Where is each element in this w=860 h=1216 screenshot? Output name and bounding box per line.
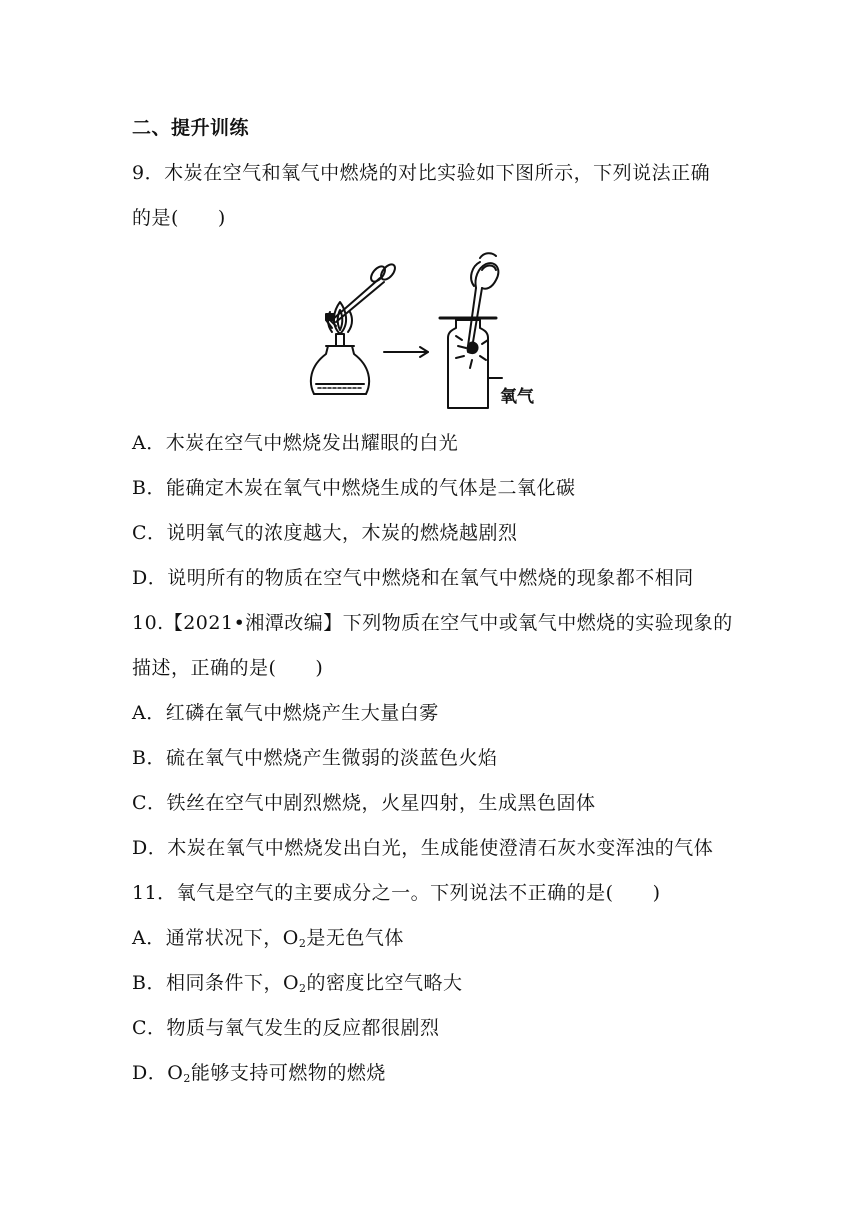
q11-option-b (132, 972, 463, 994)
q11-option-b-pre: B．相同条件下，O (132, 972, 300, 994)
q10-option-d: D．木炭在氧气中燃烧发出白光，生成能使澄清石灰水变浑浊的气体 (132, 837, 714, 859)
q9-option-c: C．说明氧气的浓度越大，木炭的燃烧越剧烈 (132, 522, 518, 544)
q11-option-d (132, 1062, 386, 1084)
alcohol-lamp (311, 302, 369, 394)
q11-option-a-post: 是无色气体 (306, 927, 404, 949)
q11-stem: 11．氧气是空气的主要成分之一。下列说法不正确的是( ) (132, 882, 661, 904)
q10-option-b: B．硫在氧气中燃烧产生微弱的淡蓝色火焰 (132, 747, 498, 769)
q11-option-d-pre: D．O (132, 1062, 184, 1084)
q9-option-b: B．能确定木炭在氧气中燃烧生成的气体是二氧化碳 (132, 477, 576, 499)
section-heading: 二、提升训练 (132, 117, 250, 139)
q10-stem-line1: 10.【2021•湘潭改编】下列物质在空气中或氧气中燃烧的实验现象的 (132, 612, 733, 634)
q9-option-a: A．木炭在空气中燃烧发出耀眼的白光 (132, 432, 459, 454)
q10-stem-line2: 描述，正确的是( ) (132, 657, 324, 679)
crucible-tongs-right (468, 253, 498, 348)
q11-option-b-sub: 2 (299, 982, 307, 995)
q11-option-a-sub: 2 (298, 937, 307, 950)
q11-option-d-post: 能够支持可燃物的燃烧 (190, 1062, 386, 1084)
q11-option-d-sub: 2 (183, 1072, 191, 1085)
q10-option-a: A．红磷在氧气中燃烧产生大量白雾 (132, 702, 439, 724)
q11-option-b-post: 的密度比空气略大 (306, 972, 463, 994)
q11-option-c: C．物质与氧气发生的反应都很剧烈 (132, 1017, 440, 1039)
q10-option-c: C．铁丝在空气中剧烈燃烧，火星四射，生成黑色固体 (132, 792, 596, 814)
arrow-right (384, 347, 428, 357)
oxygen-label: 氧气 (500, 387, 534, 407)
q11-option-a-pre: A．通常状况下，O (132, 927, 299, 949)
q11-option-a (132, 927, 404, 949)
q9-option-d: D．说明所有的物质在空气中燃烧和在氧气中燃烧的现象都不相同 (132, 567, 694, 589)
q9-stem-line1: 9．木炭在空气和氧气中燃烧的对比实验如下图所示，下列说法正确 (132, 162, 711, 184)
q9-stem-line2: 的是( ) (132, 207, 226, 229)
